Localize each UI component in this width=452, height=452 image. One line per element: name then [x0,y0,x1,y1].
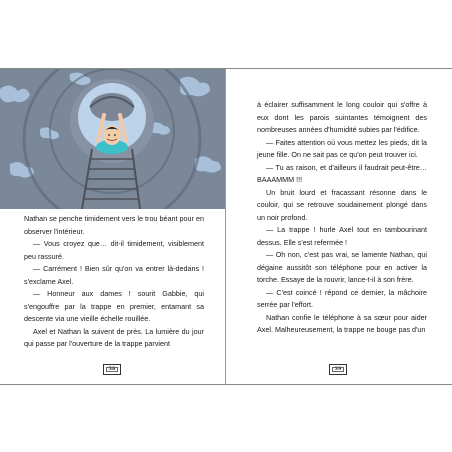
right-page [226,69,452,384]
paragraph: — Carrément ! Bien sûr qu'on va entrer là-dedans ! s'exclame Axel. [24,264,204,286]
page-number-left: 38 [103,364,121,375]
paragraph: Un bruit lourd et fracassant résonne dans le couloir, qui se retrouve soudainement plongé dans un noir profond. [257,187,427,222]
left-page-text [24,213,204,351]
page-number-right: 39 [329,364,347,375]
paragraph: — Oh non, c'est pas vrai, se lamente Nathan, qui dégaine aussitôt son téléphone pour en activer la torche. Essaye de la rouvrir, lance-t-il à son frère. [257,250,427,284]
paragraph: — Faites attention où vous mettez les pieds, dit la jeune fille. On ne sait pas ce qu'on peut trouver ici. [257,137,427,159]
tunnel-illustration [0,69,225,209]
left-page [0,69,225,384]
paragraph: — Vous croyez que… dit-il timidement, visiblement peu rassuré. [24,239,204,261]
paragraph: — Honneur aux dames ! sourit Gabbie, qui s'engouffre par la trappe en premier, entamant sa descente via une vieille échelle rouillée. [24,289,204,323]
paragraph: — La trappe ! hurle Axel tout en tambourinant dessus. Elle s'est refermée ! [257,225,427,247]
open-book [0,68,452,385]
paragraph: — C'est coincé ! répond ce dernier, la mâchoire serrée par l'effort. [257,287,427,309]
right-page-text [257,99,427,337]
paragraph: Nathan confie le téléphone à sa sœur pour aider Axel. Malheureusement, la trappe ne bouge pas d'un [257,312,427,334]
paragraph: Nathan se penche timidement vers le trou béant pour en observer l'intérieur. [24,214,204,236]
paragraph: Axel et Nathan la suivent de près. La lumière du jour qui passe par l'ouverture de la trappe parvient [24,326,204,348]
paragraph: à éclairer suffisamment le long couloir qui s'offre à eux dont les parois suintantes témoignent des nombreuses années d'humidité subies par l'édifice. [257,100,427,134]
paragraph: — Tu as raison, et d'ailleurs il faudrait peut-être… BAAAMMM !!! [257,162,427,184]
